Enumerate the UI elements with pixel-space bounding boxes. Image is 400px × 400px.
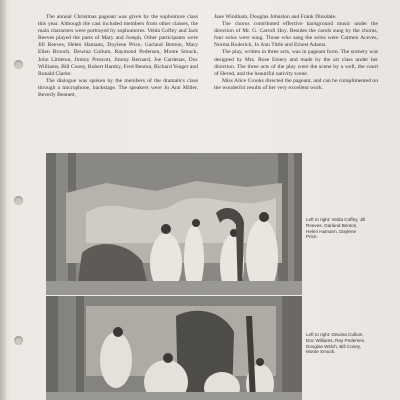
- article-paragraph: Jane Windham, Douglas Johnston and Frank Dinsdale.: [214, 14, 337, 20]
- article-paragraph: The annual Christmas pageant was given by the sophomore class this year. Although the cast included members from other classes, the main characters were portrayed by sophomores. Velda Coffey and Jack Reeves played the parts of Mary and Joseph. Other participants were Jill Reeves, Helen Hamann, Doylene Price, Garland Benton, Mary Ellen Brooch, Dewina Cullum, Raymond Pedersen, Monte Smuck, John Littleton, Jimmy Prescott, Jimmy Bernard, Joe Cardenas, Doc Williams, Bill Cooey, Robert Hamby, Fred Benton, Richard Yeager and Ronald Clarke.: [38, 14, 198, 77]
- article-left-column: [38, 14, 198, 99]
- page-binding: [0, 0, 6, 400]
- article-right-column: [214, 14, 378, 92]
- article-paragraph: The dialogue was spoken by the members of the dramatics class through a microphone, backstage. The speakers were Jo Ann Miller, Beverly Bennett,: [38, 77, 198, 99]
- article-paragraph: The chorus contributed effective background music under the direction of Mr. G. Carroll Hoy. Besides the carols sung by the chorus, four solos were sung. Those who sang the solos were Carmen Aceves, Norma Roderick, Jo Ann Tittle and Ernest Adams.: [214, 21, 378, 49]
- article-paragraph: Miss Alice Crooks directed the pageant, and can be complimented on the wonderful results of her very excellent work.: [214, 77, 378, 91]
- photo-caption: Left to right: Velda Coffey, Jill Reeves, Garland Benton, Helen Hamann, Doylene Price.: [306, 217, 366, 240]
- punch-hole: [14, 60, 23, 69]
- punch-hole: [14, 336, 23, 345]
- pageant-photo-court-scene: [46, 296, 302, 400]
- article-paragraph: The play, written in three acts, was in pageant form. The scenery was designed by Mrs. Rose Emery and made by the art class under her direction. The three acts of the play were the scene by a well, the court of Herod, and the beautiful nativity scene.: [214, 49, 378, 77]
- photo-caption: Left to right: Dewina Cullum, Doc Williams, Ray Pedersen, Douglas Welch, Bill Cooey, Monte Smuck.: [306, 332, 366, 355]
- pageant-photo-well-scene: [46, 153, 302, 295]
- punch-hole: [14, 196, 23, 205]
